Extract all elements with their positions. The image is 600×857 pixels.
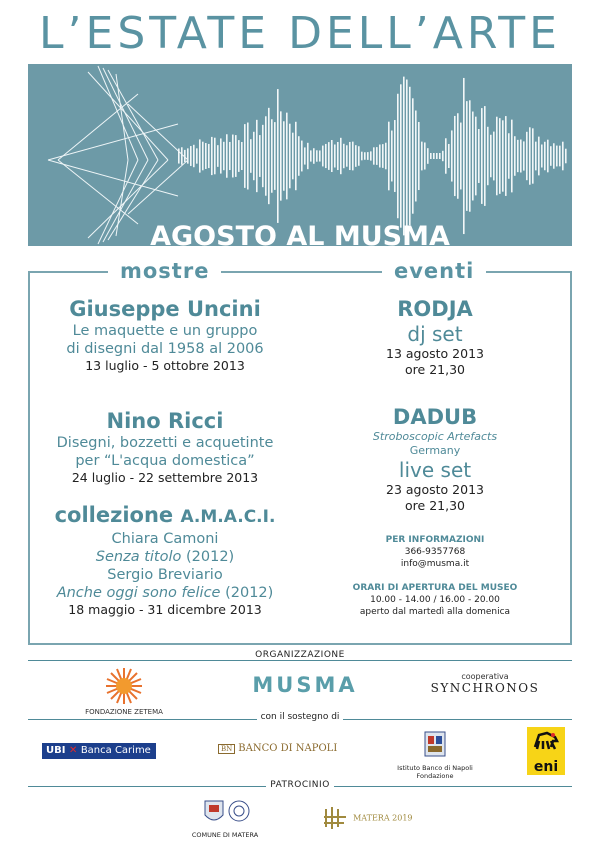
waveform-bar [319, 150, 321, 161]
waveform-bar [190, 146, 192, 166]
carime-text: Banca Carime [80, 745, 151, 756]
waveform-bar [181, 147, 183, 164]
waveform-bar [373, 147, 375, 164]
waveform-bar [388, 122, 390, 191]
collection-word: collezione [54, 503, 174, 527]
artist-name: Giuseppe Uncini [69, 297, 261, 321]
exhibition-desc: Disegni, bozzetti e acquetinte [56, 435, 274, 451]
comune-crest-icon [199, 797, 251, 827]
sun-icon [101, 666, 147, 704]
waveform-bar [556, 146, 558, 167]
waveform-bar [517, 140, 519, 172]
waveform-bar [289, 124, 291, 189]
waveform-bar [349, 142, 351, 170]
banner-subtitle: AGOSTO AL MUSMA [150, 221, 450, 246]
waveform-bar [262, 125, 264, 187]
waveform-bar [424, 142, 426, 169]
waveform-bar [547, 140, 549, 173]
waveform-bar [559, 146, 561, 167]
waveform-bar [415, 111, 417, 202]
waveform-bar [484, 106, 486, 206]
waveform-bar [523, 141, 525, 170]
waveform-bar [340, 138, 342, 174]
waveform-bar [445, 138, 447, 173]
waveform-bar [436, 153, 438, 159]
waveform-bar [310, 150, 312, 161]
waveform-bar [382, 144, 384, 168]
waveform-bar [292, 133, 294, 180]
waveform-bar [550, 146, 552, 166]
info-phone[interactable]: 366-9357768 [404, 547, 466, 557]
waveform-bar [511, 120, 513, 193]
waveform-bar [208, 144, 210, 168]
patrocinio-text: PATROCINIO [266, 780, 334, 790]
divider [28, 660, 572, 661]
waveform-bar [196, 148, 198, 163]
info-block [330, 534, 540, 570]
waveform-bar [352, 142, 354, 171]
waveform-bar [187, 148, 189, 163]
waveform-bar [469, 100, 471, 211]
waveform-bar [361, 152, 363, 161]
waveform-bar [487, 127, 489, 185]
artist-name: Nino Ricci [106, 409, 224, 433]
waveform-bar [397, 94, 399, 218]
waveform-bar [499, 118, 501, 194]
matera-2019-logo [322, 805, 432, 831]
waveform-bar [481, 108, 483, 204]
waveform-bar [241, 142, 243, 170]
waveform-bar [508, 133, 510, 178]
waveform-bar [400, 84, 402, 227]
eventi-heading: eventi [382, 259, 486, 283]
collection-acronym: A.M.A.C.I. [180, 507, 276, 527]
waveform-bar [265, 116, 267, 195]
waveform-bar [472, 112, 474, 201]
comune-text: COMUNE DI MATERA [191, 831, 259, 839]
waveform [178, 77, 567, 236]
waveform-bar [412, 98, 414, 213]
sostegno-label [0, 712, 600, 722]
waveform-bar [343, 144, 345, 168]
waveform-bar [235, 135, 237, 177]
waveform-bar [286, 113, 288, 200]
event-rodja [330, 296, 540, 378]
waveform-bar [418, 122, 420, 190]
waveform-bar [253, 132, 255, 180]
waveform-bar [430, 153, 432, 159]
synchronos-text: SYNCHRONOS [430, 681, 540, 695]
waveform-bar [364, 152, 366, 160]
waveform-bar [448, 144, 450, 168]
exhibition-dates: 24 luglio - 22 settembre 2013 [71, 470, 259, 485]
waveform-bar [529, 127, 531, 184]
event-name: DADUB [392, 405, 478, 429]
eni-logo [527, 727, 565, 775]
exhibition-ricci [40, 408, 290, 486]
waveform-bar [325, 144, 327, 168]
waveform-bar [421, 142, 423, 171]
six-legged-dog-icon [527, 727, 565, 755]
comune-matera-logo [190, 797, 260, 839]
waveform-bar [439, 153, 441, 159]
waveform-bar [403, 77, 405, 236]
waveform-bar [217, 145, 219, 167]
waveform-bar [562, 142, 564, 171]
info-email[interactable]: info@musma.it [400, 559, 470, 569]
istituto-logo [380, 730, 490, 780]
event-label: Stroboscopic Artefacts [372, 430, 498, 443]
event-time: ore 21,30 [405, 498, 465, 513]
waveform-bar [535, 142, 537, 171]
soundwave-graphic [28, 64, 572, 246]
waveform-bar [199, 139, 201, 172]
waveform-bar [433, 153, 435, 159]
waveform-bar [505, 116, 507, 196]
waveform-bar [232, 135, 234, 178]
waveform-bar [277, 89, 279, 223]
banco-text: BANCO DI NAPOLI [238, 743, 338, 754]
waveform-bar [220, 138, 222, 173]
event-time: ore 21,30 [405, 362, 465, 377]
ubi-text: UBI [46, 745, 66, 756]
artist-name: Sergio Breviario [107, 567, 223, 583]
waveform-bar [370, 151, 372, 160]
info-label: PER INFORMAZIONI [385, 535, 485, 545]
sostegno-text: con il sostegno di [257, 712, 344, 722]
waveform-bar [331, 140, 333, 172]
waveform-bar [376, 147, 378, 165]
waveform-bar [184, 150, 186, 162]
waveform-bar [226, 134, 228, 178]
poster-title: L’ESTATE DELL’ARTE [39, 8, 561, 59]
waveform-bar [463, 78, 465, 234]
string-star-graphic [48, 66, 188, 244]
waveform-bar [346, 145, 348, 166]
zetema-logo [74, 666, 174, 716]
exhibition-desc: Le maquette e un gruppo [72, 323, 258, 339]
waveform-bar [541, 144, 543, 167]
work-year: (2012) [225, 585, 274, 601]
waveform-bar [502, 120, 504, 191]
synchronos-logo [420, 672, 550, 695]
waveform-bar [475, 117, 477, 196]
waveform-bar [214, 138, 216, 175]
waveform-bar [454, 116, 456, 196]
waveform-bar [250, 139, 252, 173]
exhibition-dates: 18 maggio - 31 dicembre 2013 [68, 602, 262, 617]
waveform-bar [238, 140, 240, 172]
waveform-bar [337, 142, 339, 170]
waveform-bar [385, 143, 387, 170]
mostre-list [40, 296, 290, 618]
matera-text: MATERA 2019 [353, 813, 413, 823]
exhibition-amaci [40, 502, 290, 618]
waveform-bar [466, 101, 468, 211]
banner [28, 64, 572, 246]
patrocinio-label [0, 780, 600, 790]
hours-times: 10.00 - 14.00 / 16.00 - 20.00 [370, 595, 500, 605]
organizzazione-label [0, 650, 600, 660]
crest-icon [423, 730, 447, 760]
waveform-bar [394, 120, 396, 192]
waveform-bar [223, 142, 225, 170]
mostre-heading: mostre [108, 259, 221, 283]
waveform-bar [328, 142, 330, 170]
waveform-bar [478, 129, 480, 183]
waveform-bar [379, 145, 381, 168]
waveform-bar [406, 80, 408, 233]
waveform-bar [457, 113, 459, 199]
eni-text: eni [533, 759, 559, 775]
hours-label: ORARI DI APERTURA DEL MUSEO [352, 583, 518, 593]
waveform-bar [322, 146, 324, 167]
waveform-bar [295, 122, 297, 190]
waveform-bar [202, 142, 204, 171]
musma-logo: MUSMA [252, 673, 358, 697]
zetema-text: FONDAZIONE ZETEMA [85, 708, 163, 716]
synchronos-small-text: cooperativa [461, 672, 509, 681]
work-title [40, 548, 290, 566]
waveform-bar [205, 143, 207, 169]
waveform-bar [247, 123, 249, 190]
waveform-bar [244, 124, 246, 188]
waveform-bar [490, 135, 492, 177]
waveform-bar [391, 131, 393, 182]
waveform-bar [283, 121, 285, 190]
waveform-bar [442, 151, 444, 161]
event-type: live set [398, 458, 472, 482]
waveform-bar [193, 145, 195, 167]
hours-days: aperto dal martedì alla domenica [359, 607, 511, 617]
hours-block [330, 582, 540, 618]
waveform-bar [280, 111, 282, 200]
event-date: 23 agosto 2013 [386, 482, 484, 497]
event-date: 13 agosto 2013 [386, 346, 484, 361]
event-name: RODJA [397, 297, 473, 321]
banco-napoli-logo: BN BANCO DI NAPOLI [218, 743, 338, 754]
waveform-bar [271, 119, 273, 192]
waveform-bar [367, 152, 369, 160]
waveform-bar [460, 123, 462, 190]
event-dadub [330, 404, 540, 514]
eventi-list [330, 296, 540, 618]
exhibition-uncini [40, 296, 290, 374]
waveform-bar [496, 117, 498, 196]
waveform-bar [268, 108, 270, 204]
work-name: Senza titolo [95, 549, 182, 565]
waveform-bar [274, 122, 276, 190]
artist-name: Chiara Camoni [111, 531, 219, 547]
exhibition-desc: per “L'acqua domestica” [75, 453, 255, 469]
ubi-carime-logo: UBI ✕ Banca Carime [42, 743, 156, 759]
waveform-bar [538, 137, 540, 176]
organizzazione-text: ORGANIZZAZIONE [251, 650, 349, 660]
work-name: Anche oggi sono felice [56, 585, 221, 601]
waveform-bar [313, 148, 315, 164]
waveform-bar [565, 149, 567, 164]
waveform-bar [520, 140, 522, 173]
waveform-bar [316, 150, 318, 161]
collection-title [40, 502, 290, 530]
waveform-bar [409, 87, 411, 225]
waveform-bar [544, 142, 546, 170]
waveform-bar [355, 145, 357, 167]
istituto-text: Istituto Banco di Napoli [397, 764, 473, 772]
event-type: dj set [407, 322, 463, 346]
matera-mark-icon [322, 805, 348, 831]
waveform-bar [451, 130, 453, 181]
waveform-bar [211, 137, 213, 175]
waveform-bar [532, 128, 534, 183]
waveform-bar [526, 132, 528, 180]
waveform-bar [256, 120, 258, 192]
event-origin: Germany [409, 444, 461, 457]
work-year: (2012) [185, 549, 235, 565]
exhibition-desc: di disegni dal 1958 al 2006 [66, 341, 264, 357]
exhibition-dates: 13 luglio - 5 ottobre 2013 [85, 358, 245, 373]
waveform-bar [259, 135, 261, 177]
waveform-bar [178, 148, 180, 163]
work-title [40, 584, 290, 602]
waveform-bar [493, 132, 495, 181]
waveform-bar [298, 136, 300, 176]
waveform-bar [514, 136, 516, 176]
waveform-bar [334, 145, 336, 168]
waveform-bar [358, 146, 360, 166]
waveform-bar [301, 141, 303, 172]
waveform-bar [307, 143, 309, 169]
waveform-bar [553, 143, 555, 168]
waveform-bar [229, 142, 231, 170]
istituto-fondazione-text: Fondazione [416, 772, 454, 780]
waveform-bar [304, 147, 306, 164]
waveform-bar [427, 148, 429, 164]
